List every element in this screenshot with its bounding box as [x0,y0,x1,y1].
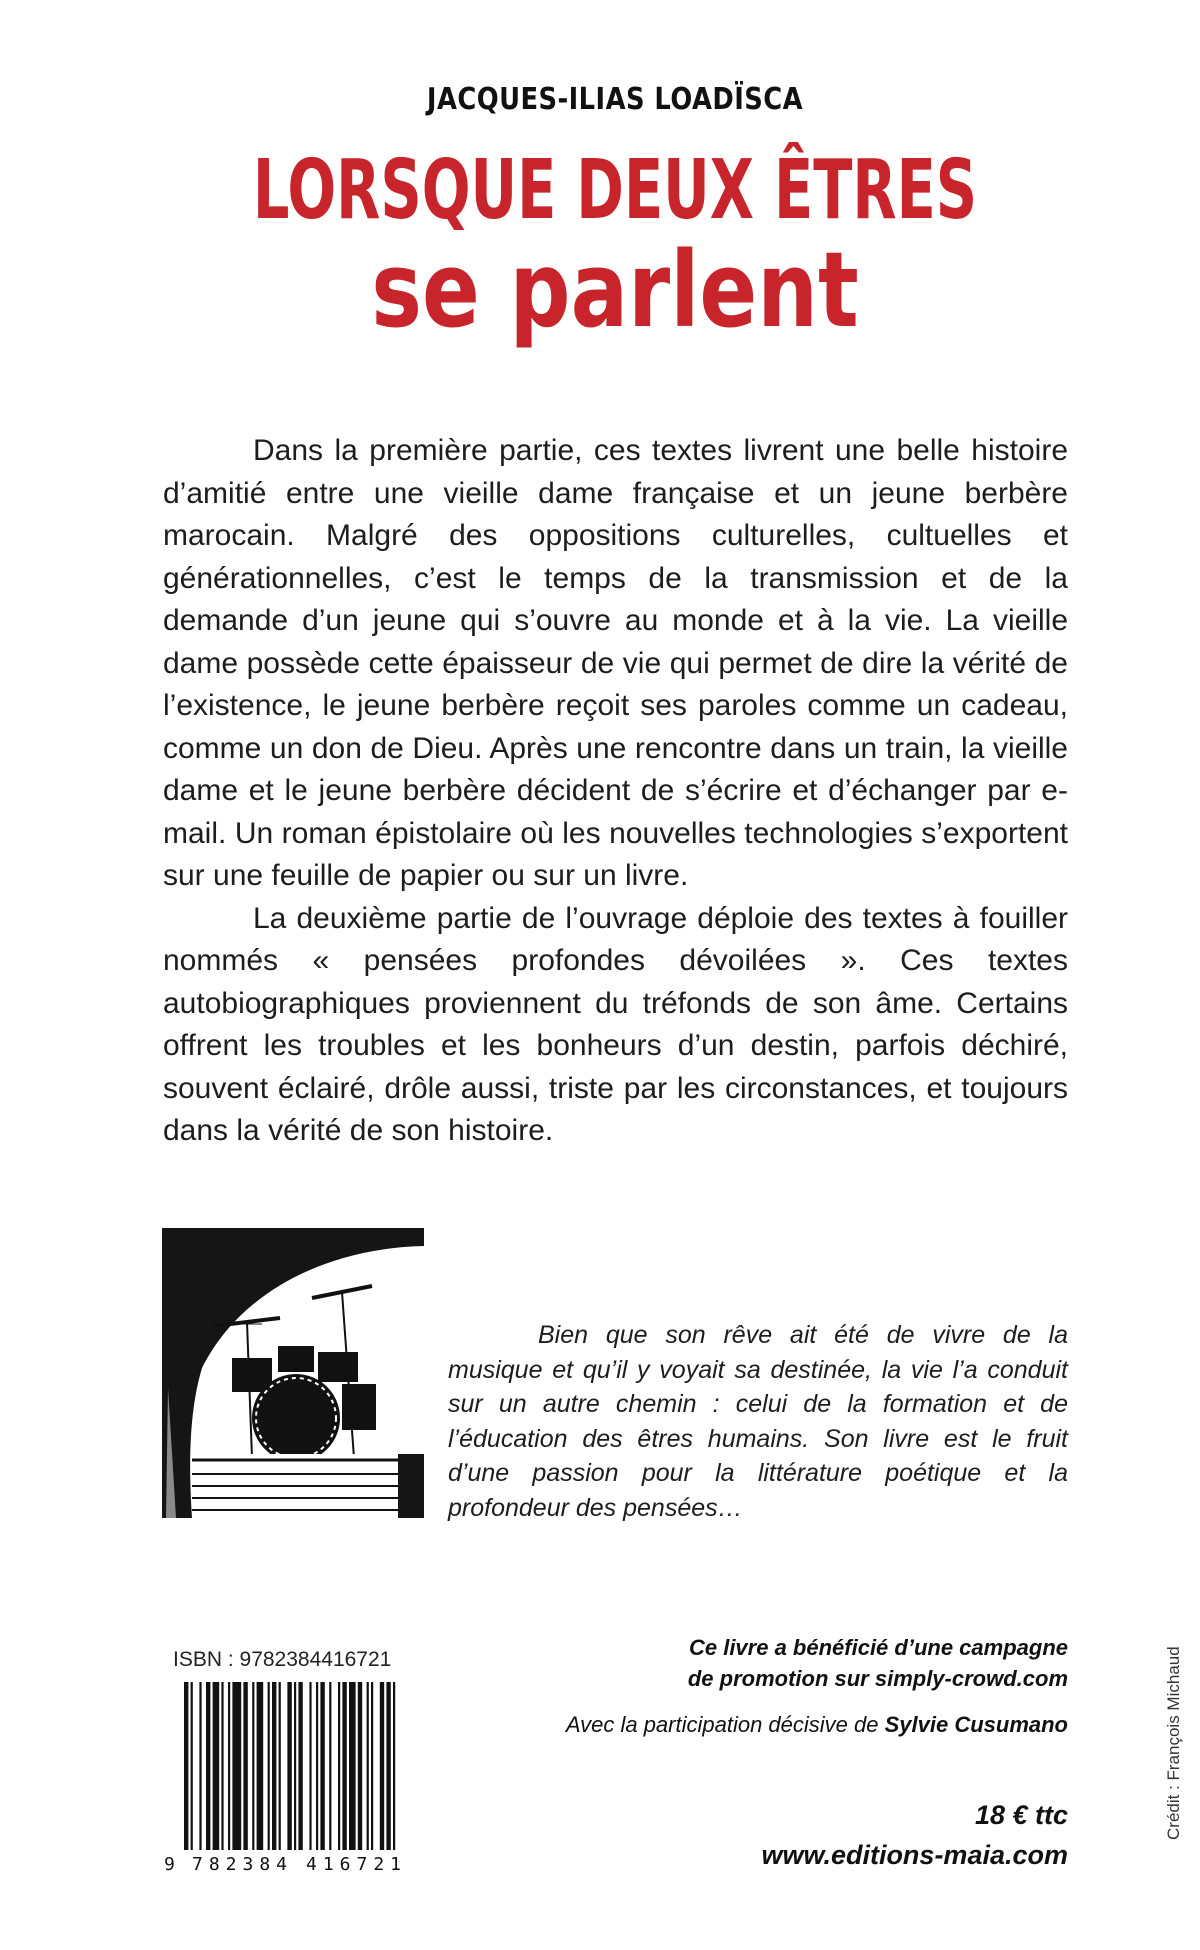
summary-paragraph-1: Dans la première partie, ces textes livrent une belle histoire d’amitié entre une vieille dame française et un jeune berbère marocain. Malgré des oppositions culturelles, cultuelles et générationnelles, c’est le temps de la transmission et de la demande d’un jeune qui s’ouvre au monde et à la vie. La vieille dame possède cette épaisseur de vie qui permet de dire la vérité de l’existence, le jeune berbère reçoit ses paroles comme un cadeau, comme un don de Dieu. Après une rencontre dans un train, la vieille dame et le jeune berbère décident de s’écrire et d’échanger par e-mail. Un roman épistolaire où les nouvelles technologies s’exportent sur une feuille de papier ou sur un livre. [163,434,1068,892]
barcode-bar [349,1682,356,1850]
barcode-bar [279,1682,281,1850]
barcode-icon [160,1682,418,1874]
barcode-bar [221,1682,223,1850]
barcode-bar [257,1682,264,1850]
barcode-bar [320,1682,324,1850]
barcode-digits-right: 416721 [306,1854,408,1874]
barcode-bar [371,1682,373,1850]
summary-paragraph-2: La deuxième partie de l’ouvrage déploie des textes à fouiller nommés « pensées profondes dévoilées ». Ces textes autobiographiques proviennent du tréfonds de son âme. Certains offrent les troubles et les bonheurs d’un destin, parfois déchiré, souvent éclairé, drôle aussi, triste par les circonstances, et toujours dans la vérité de son histoire. [163,901,1068,1147]
price: 18 € ttc [974,1800,1068,1830]
drum-kit-illustration-icon [162,1228,424,1518]
publisher-website: www.editions-maia.com [761,1840,1068,1870]
book-title-line1: LORSQUE DEUX ÊTRES [252,143,978,238]
promotion-line-2: de promotion sur simply-crowd.com [687,1666,1068,1691]
barcode-bar [367,1682,369,1850]
promotion-line-1: Ce livre a bénéficié d’une campagne [688,1635,1068,1660]
barcode-bar [329,1682,331,1850]
barcode-digit-prefix: 9 [164,1854,175,1874]
barcode-bar [252,1682,254,1850]
barcode-bar [191,1682,193,1850]
summary-text [163,430,1068,1153]
barcode-bar [338,1682,340,1850]
barcode-bar [232,1682,241,1850]
barcode-bar [268,1682,270,1850]
author-name: JACQUES-ILIAS LOADÏSCA [426,82,804,117]
isbn-label: ISBN : 9782384416721 [173,1648,392,1671]
barcode-bar [243,1682,247,1850]
barcode-bar [213,1682,220,1850]
barcode-bar [287,1682,291,1850]
barcode-bar [380,1682,384,1850]
author-bio-text: Bien que son rêve ait été de vivre de la musique et qu’il y voyait sa destinée, la vie l’a conduit sur un autre chemin : celui de la formation et de l’éducation des êtres humains. Son livre est le fruit d’une passion pour la littérature poétique et la profondeur des pensées… [448,1321,1068,1522]
participation-name: Sylvie Cusumano [884,1712,1068,1737]
author-bio [448,1318,1068,1525]
barcode-bar [342,1682,346,1850]
participation-prefix: Avec la participation décisive de [565,1712,885,1737]
barcode-bar [309,1682,311,1850]
barcode-bar [393,1682,395,1850]
participation-note [448,1712,1068,1738]
promotion-note [508,1632,1068,1694]
barcode-bar [298,1682,302,1850]
barcode-bar [386,1682,390,1850]
barcode-bar [199,1682,201,1850]
photo-credit: Crédit : François Michaud [1164,1646,1183,1840]
barcode-bar [206,1682,210,1850]
barcode-bar [228,1682,230,1850]
book-title-line2: se parlent [371,229,859,351]
barcode-bar [272,1682,276,1850]
barcode-digits-left: 782384 [192,1854,294,1874]
barcode-bar [316,1682,318,1850]
barcode-bar [294,1682,296,1850]
barcode-bar [184,1682,188,1850]
barcode-bar [358,1682,362,1850]
